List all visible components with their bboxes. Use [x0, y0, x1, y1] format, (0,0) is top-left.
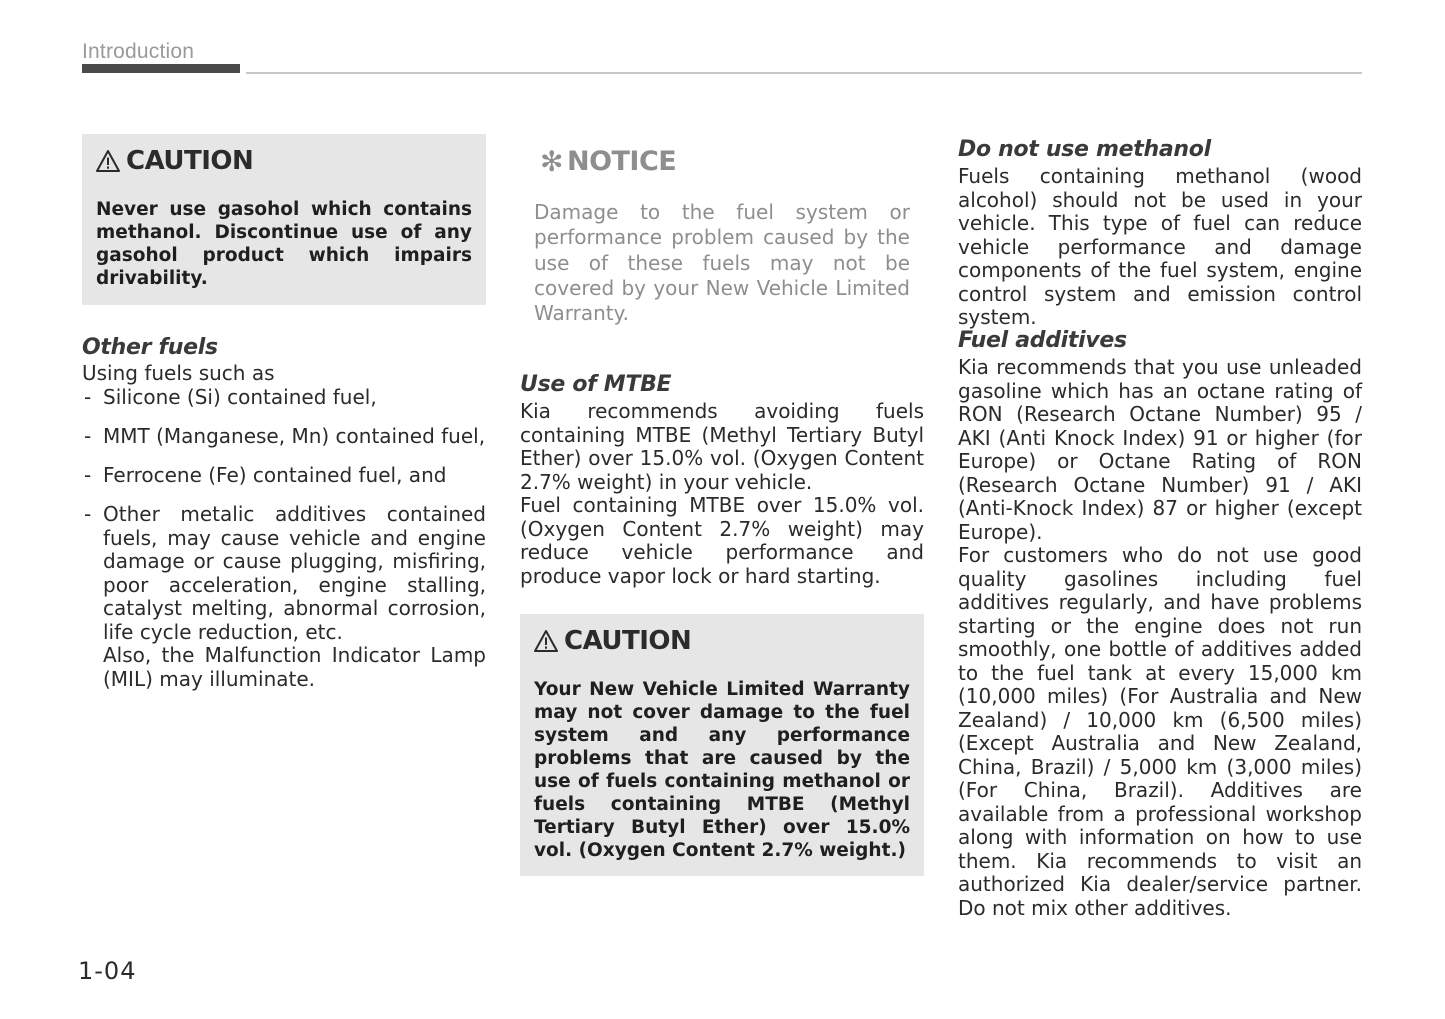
page-number: 1-04 — [78, 957, 137, 985]
other-fuels-list — [82, 386, 486, 707]
caution-text: Never use gasohol which contains methanol. Discontinue use of any gasohol product which impairs drivability. — [96, 199, 472, 289]
warning-triangle-icon — [534, 629, 558, 653]
notice-title: NOTICE — [566, 146, 677, 177]
additives-paragraph-1: Kia recommends that you use unleaded gasoline which has an octane rating of RON (Research Octane Number) 95 / AKI (Anti Knock Index) 91 or higher (for Europe) or Octane Rating of RON (Research Octane Number) 91 / AKI (Anti-Knock Index) 87 or higher (except Europe). — [958, 355, 1362, 544]
list-item: - Silicone (Si) contained fuel, — [84, 385, 377, 409]
caution-heading — [96, 146, 472, 176]
caution-heading — [534, 626, 910, 656]
caution-box-warranty — [520, 614, 924, 876]
mtbe-paragraph-2: Fuel containing MTBE over 15.0% vol. (Oxygen Content 2.7% weight) may reduce vehicle performance and produce vapor lock or hard starting. — [520, 493, 924, 588]
section-title: Introduction — [82, 40, 195, 63]
mtbe-heading: Use of MTBE — [520, 372, 672, 397]
list-item: - Ferrocene (Fe) contained fuel, and — [84, 463, 447, 487]
notice-heading — [520, 145, 924, 178]
mtbe-paragraph-1: Kia recommends avoiding fuels containing MTBE (Methyl Tertiary Butyl Ether) over 15.0% vol. (Oxygen Content 2.7% weight) in your vehicle. — [520, 399, 924, 494]
caution-text: Your New Vehicle Limited Warranty may not cover damage to the fuel system and any performance problems that are caused by the use of fuels containing methanol or fuels containing MTBE (Methyl Tertiary Butyl Ether) over 15.0% vol. (Oxygen Content 2.7% weight.) — [534, 679, 910, 861]
list-item: - Other metalic additives contained fuels, may cause vehicle and engine damage or cause plugging, misfiring, poor acceleration, engine stalling, catalyst melting, abnormal corrosion, life cycle reduction, etc. Also, the Malfunction Indicator Lamp (MIL) may illuminate. — [84, 502, 486, 691]
other-fuels-heading: Other fuels — [82, 335, 218, 360]
warning-triangle-icon — [96, 149, 120, 173]
additives-heading: Fuel additives — [958, 328, 1127, 353]
caution-title: CAUTION — [126, 146, 254, 176]
notice-text: Damage to the fuel system or performance problem caused by the use of these fuels may not be covered by your New Vehicle Limited Warranty. — [534, 200, 910, 326]
notice-box — [520, 145, 924, 326]
header-accent-bar — [82, 64, 240, 73]
caution-title: CAUTION — [564, 626, 692, 656]
additives-paragraph-2: For customers who do not use good quality gasolines including fuel additives regularly, and have problems starting or the engine does not run smoothly, one bottle of additives added to the fuel tank at every 15,000 km (10,000 miles) (For Australia and New Zealand) / 10,000 km (6,500 miles) (Except Australia and New Zealand, China, Brazil) / 5,000 km (3,000 miles) (For China, Brazil). Additives are available from a professional workshop along with information on how to use them. Kia recommends to visit an authorized Kia dealer/service partner. Do not mix other additives. — [958, 543, 1362, 920]
methanol-paragraph: Fuels containing methanol (wood alcohol) should not be used in your vehicle. This type of fuel can reduce vehicle performance and damage components of the fuel system, engine control system and emission control system. — [958, 164, 1362, 329]
list-item-note: Also, the Malfunction Indicator Lamp (MIL) may illuminate. — [103, 643, 486, 691]
list-item: - MMT (Manganese, Mn) contained fuel, — [84, 424, 486, 448]
caution-box-gasohol — [82, 134, 486, 305]
header-rule — [246, 72, 1362, 74]
methanol-heading: Do not use methanol — [958, 137, 1211, 162]
other-fuels-intro: Using fuels such as — [82, 361, 275, 385]
asterisk-icon: ✻ — [540, 145, 563, 178]
